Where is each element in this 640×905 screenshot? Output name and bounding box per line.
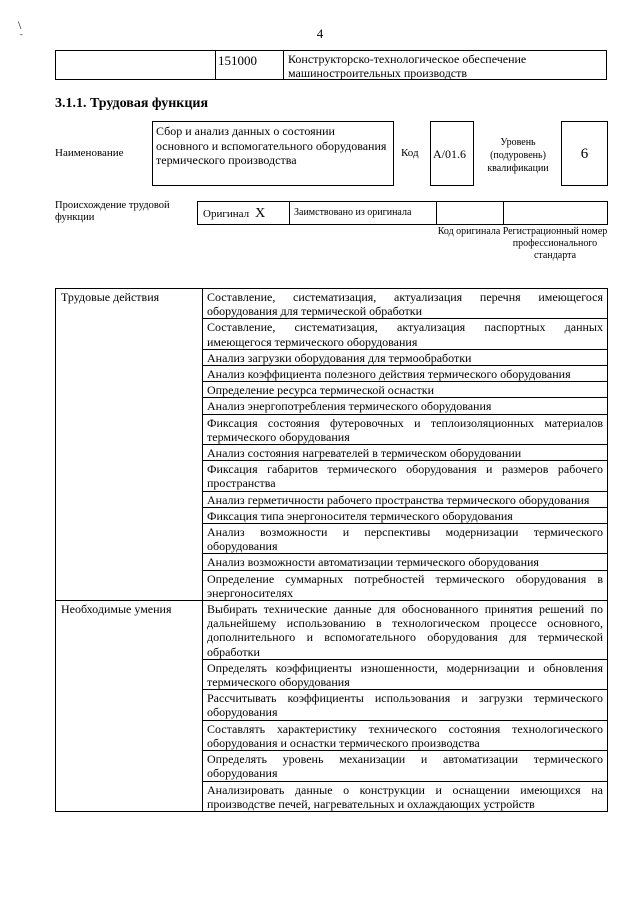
code-table-code: 151000 xyxy=(215,51,284,79)
original-mark: X xyxy=(255,206,266,221)
page-number: 4 xyxy=(316,26,324,41)
labor-actions-item: Составление, систематизация, актуализация паспортных данных имеющегося термического оборудования xyxy=(203,319,608,349)
function-name-value: Сбор и анализ данных о состоянии основного и вспомогательного оборудования термического производства xyxy=(152,121,394,186)
labor-actions-item: Анализ возможности и перспективы модернизации термического оборудования xyxy=(203,524,608,554)
skills-item: Анализировать данные о конструкции и оснащении имеющихся на производстве печей, нагревательных и охлаждающих устройств xyxy=(203,781,608,811)
skills-header: Необходимые умения xyxy=(56,601,203,812)
origin-row xyxy=(197,201,608,225)
labor-actions-item: Определение ресурса термической оснастки xyxy=(203,382,608,398)
reg-number-label: Регистрационный номер профессионального стандарта xyxy=(502,226,608,261)
section-title: 3.1.1. Трудовая функция xyxy=(55,96,209,111)
skills-item: Составлять характеристику технического состояния технологического оборудования и оснастки термического производства xyxy=(203,720,608,750)
borrowed-label: Заимствовано из оригинала xyxy=(290,202,437,224)
skills-item: Рассчитывать коэффициенты использования и загрузки термического оборудования xyxy=(203,690,608,720)
original-cell xyxy=(198,202,290,224)
labor-actions-row xyxy=(56,289,608,319)
labor-actions-item: Анализ состояния нагревателей в термическом оборудовании xyxy=(203,445,608,461)
skills-item: Выбирать технические данные для обоснованного принятия решений по дальнейшему использованию в технологическом процессе основного, дополнительного и вспомогательного оборудования для термической обработки xyxy=(203,601,608,660)
labor-actions-header: Трудовые действия xyxy=(56,289,203,601)
corner-dot: - xyxy=(20,30,23,39)
function-code-value: A/01.6 xyxy=(430,121,474,186)
labor-actions-item: Анализ коэффициента полезного действия термического оборудования xyxy=(203,366,608,382)
labor-actions-item: Анализ энергопотребления термического оборудования xyxy=(203,398,608,414)
requirements-table xyxy=(55,288,608,812)
labor-actions-item: Определение суммарных потребностей термического оборудования в энергоносителях xyxy=(203,570,608,600)
code-label: Код xyxy=(401,147,419,159)
labor-actions-item: Составление, систематизация, актуализация перечня имеющегося оборудования для термической обработки xyxy=(203,289,608,319)
labor-actions-item: Анализ герметичности рабочего пространства термического оборудования xyxy=(203,491,608,507)
level-label: Уровень (подуровень) квалификации xyxy=(487,137,549,174)
labor-actions-item: Фиксация габаритов термического оборудования и размеров рабочего пространства xyxy=(203,461,608,491)
skills-item: Определять коэффициенты изношенности, модернизации и обновления термического оборудования xyxy=(203,659,608,689)
skills-item: Определять уровень механизации и автоматизации термического оборудования xyxy=(203,751,608,781)
level-value: 6 xyxy=(561,121,608,186)
code-original-cell xyxy=(437,202,504,224)
code-original-label: Код оригинала xyxy=(437,226,501,237)
origin-label: Происхождение трудовой функции xyxy=(55,200,170,223)
name-label: Наименование xyxy=(55,147,124,159)
reg-number-cell xyxy=(503,202,607,224)
labor-actions-item: Фиксация состояния футеровочных и теплоизоляционных материалов термического оборудования xyxy=(203,414,608,444)
code-table-name: Конструкторско-технологическое обеспечение машиностроительных производств xyxy=(288,52,527,80)
labor-actions-item: Анализ возможности автоматизации термического оборудования xyxy=(203,554,608,570)
labor-actions-item: Анализ загрузки оборудования для термообработки xyxy=(203,349,608,365)
code-table-empty-cell xyxy=(56,51,216,79)
skills-row xyxy=(56,601,608,660)
corner-mark: \ xyxy=(18,18,22,32)
original-label: Оригинал xyxy=(203,208,250,220)
labor-actions-item: Фиксация типа энергоносителя термического оборудования xyxy=(203,507,608,523)
code-table xyxy=(55,50,607,80)
